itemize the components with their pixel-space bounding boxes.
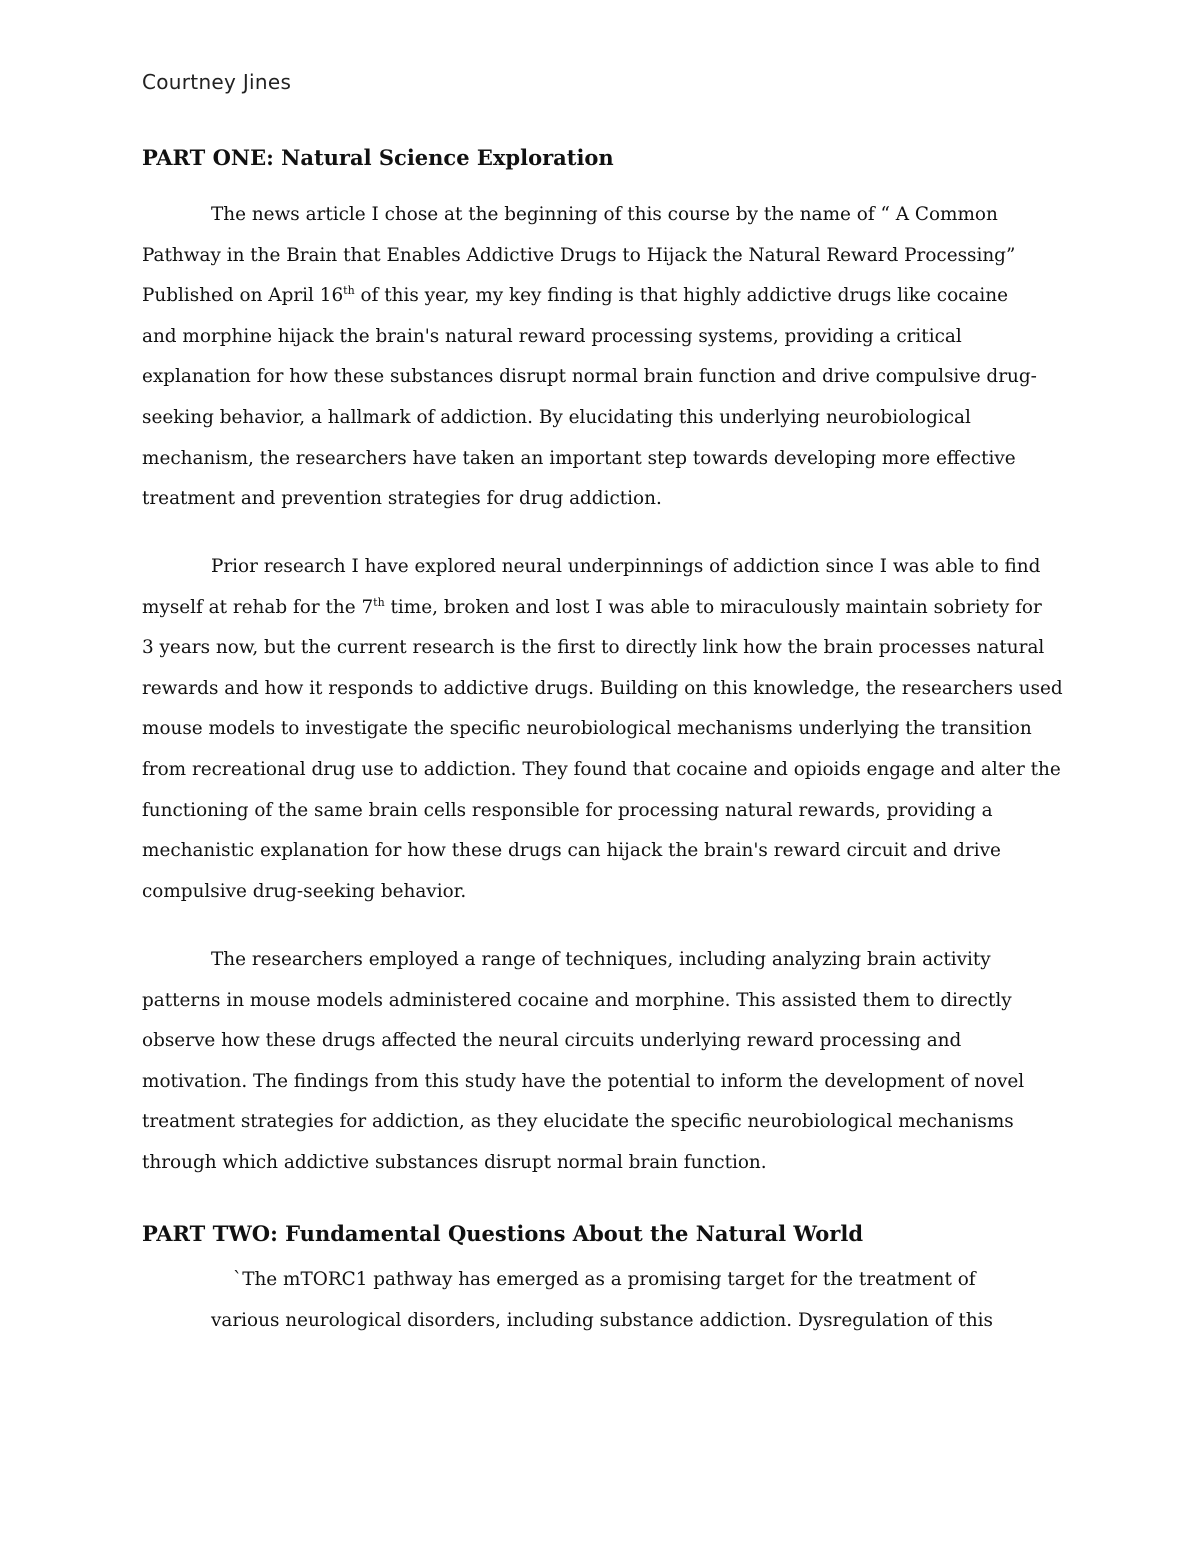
line-text: time, broken and lost I was able to miraculously maintain sobriety for — [384, 596, 1042, 618]
quote-line: various neurological disorders, including substance addiction. Dysregulation of this — [211, 1309, 993, 1331]
paragraph-line: The news article I chose at the beginning of this course by the name of “ A Common — [211, 204, 998, 225]
paragraph-line: treatment and prevention strategies for drug addiction. — [142, 488, 662, 510]
paragraph-line — [142, 276, 1082, 317]
paragraph-1 — [142, 195, 1082, 520]
paragraph-line: mechanistic explanation for how these drugs can hijack the brain's reward circuit and drive — [142, 840, 1001, 862]
paragraph-line: 3 years now, but the current research is the first to directly link how the brain processes natural — [142, 637, 1045, 659]
line-text: Published on April 16 — [142, 285, 344, 307]
paragraph-line — [142, 588, 1082, 629]
part-one-heading: PART ONE: Natural Science Exploration — [142, 145, 614, 170]
quote-line: `The mTORC1 pathway has emerged as a promising target for the treatment of — [233, 1269, 976, 1290]
paragraph-line: rewards and how it responds to addictive drugs. Building on this knowledge, the researchers used — [142, 677, 1063, 699]
paragraph-line: The researchers employed a range of techniques, including analyzing brain activity — [211, 949, 991, 970]
paragraph-2 — [142, 547, 1082, 912]
paragraph-line: explanation for how these substances disrupt normal brain function and drive compulsive drug- — [142, 366, 1037, 388]
block-quote — [211, 1260, 1091, 1341]
paragraph-line: mechanism, the researchers have taken an important step towards developing more effective — [142, 447, 1016, 469]
paragraph-line: through which addictive substances disrupt normal brain function. — [142, 1151, 767, 1173]
paragraph-line: treatment strategies for addiction, as they elucidate the specific neurobiological mechanisms — [142, 1111, 1014, 1133]
paragraph-line: from recreational drug use to addiction. They found that cocaine and opioids engage and alter the — [142, 758, 1061, 780]
paragraph-line: observe how these drugs affected the neural circuits underlying reward processing and — [142, 1030, 962, 1052]
part-two-heading: PART TWO: Fundamental Questions About the Natural World — [142, 1221, 864, 1246]
paragraph-line: mouse models to investigate the specific neurobiological mechanisms underlying the transition — [142, 718, 1032, 740]
paragraph-line: Prior research I have explored neural underpinnings of addiction since I was able to find — [211, 556, 1041, 577]
paragraph-line: and morphine hijack the brain's natural reward processing systems, providing a critical — [142, 325, 962, 347]
paragraph-line: motivation. The findings from this study have the potential to inform the development of novel — [142, 1070, 1025, 1092]
line-text: of this year, my key finding is that highly addictive drugs like cocaine — [354, 285, 1009, 307]
paragraph-line: compulsive drug-seeking behavior. — [142, 880, 467, 902]
line-text: myself at rehab for the 7 — [142, 596, 374, 618]
superscript: th — [343, 284, 355, 298]
paragraph-3 — [142, 940, 1082, 1184]
author-name: Courtney Jines — [142, 70, 292, 94]
paragraph-line: patterns in mouse models administered cocaine and morphine. This assisted them to directly — [142, 989, 1012, 1011]
superscript: th — [373, 595, 385, 609]
paragraph-line: seeking behavior, a hallmark of addiction. By elucidating this underlying neurobiological — [142, 406, 971, 428]
paragraph-line: functioning of the same brain cells responsible for processing natural rewards, providing a — [142, 799, 993, 821]
paragraph-line: Pathway in the Brain that Enables Addictive Drugs to Hijack the Natural Reward Processing” — [142, 244, 1016, 266]
